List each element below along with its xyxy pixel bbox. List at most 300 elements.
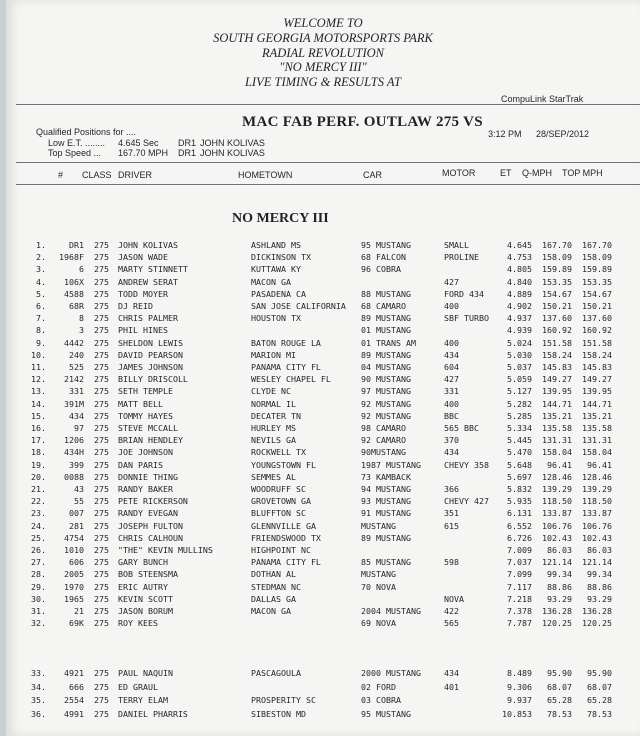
cell-car: 90MUSTANG [361, 447, 406, 458]
cell-car-number: 2554 [64, 695, 84, 705]
cell-car-number: 2005 [64, 569, 84, 580]
cell-et: 7.378 [507, 606, 532, 616]
col-driver: DRIVER [118, 170, 153, 180]
cell-top-mph: 136.28 [582, 606, 612, 616]
cell-hometown: SAN JOSE CALIFORNIA [251, 301, 346, 311]
cell-q-mph: 99.34 [547, 569, 572, 580]
cell-position: 36. [31, 708, 46, 719]
cell-driver: RANDY EVEGAN [118, 508, 178, 519]
col-topmph: TOP MPH [562, 168, 603, 178]
cell-q-mph: 158.09 [542, 252, 572, 263]
cell-top-mph: 139.95 [582, 386, 612, 397]
cell-driver: PHIL HINES [118, 325, 168, 336]
cell-et: 4.805 [507, 264, 532, 275]
table-row [6, 399, 640, 411]
table-row [6, 472, 640, 484]
cell-motor: SBF TURBO [444, 313, 489, 324]
col-class: CLASS [82, 170, 112, 180]
table-row [6, 682, 640, 694]
brand-label: CompuLink StarTrak [501, 94, 584, 104]
cell-driver: TOMMY HAYES [118, 410, 173, 421]
cell-et: 5.030 [507, 349, 532, 360]
table-row [6, 435, 640, 447]
cell-position: 21. [31, 484, 46, 494]
cell-car-number: 281 [69, 520, 84, 531]
col-car: CAR [363, 170, 383, 180]
cell-hometown: FRIENDSWOOD TX [251, 532, 321, 543]
cell-class: 275 [94, 276, 109, 287]
cell-car: 92 MUSTANG [361, 398, 411, 409]
cell-et: 4.645 [507, 240, 532, 250]
cell-driver: MARTY STINNETT [118, 264, 188, 275]
cell-class: 275 [94, 435, 109, 446]
cell-hometown: MACON GA [251, 276, 291, 287]
cell-driver: DAVID PEARSON [118, 349, 183, 360]
cell-class: 275 [94, 668, 109, 678]
cell-class: 275 [94, 581, 109, 592]
cell-q-mph: 88.86 [547, 581, 572, 592]
cell-q-mph: 121.14 [542, 557, 572, 568]
cell-et: 7.037 [507, 557, 532, 568]
cell-top-mph: 153.35 [582, 276, 612, 287]
cell-q-mph: 167.70 [542, 240, 572, 250]
cell-car: 73 KAMBACK [361, 471, 411, 482]
cell-class: 275 [94, 681, 109, 692]
cell-motor: 427 [444, 374, 459, 385]
cell-top-mph: 96.41 [587, 459, 612, 470]
cell-car-number: 606 [69, 557, 84, 568]
top-speed-value: 167.70 MPH [118, 148, 169, 158]
cell-driver: KEVIN SCOTT [118, 593, 173, 604]
cell-top-mph: 159.89 [582, 264, 612, 275]
table-row [6, 484, 640, 496]
cell-car-number: DR1 [69, 240, 84, 250]
cell-top-mph: 167.70 [582, 240, 612, 250]
top-speed-label: Top Speed ... [48, 148, 102, 158]
cell-position: 19. [31, 459, 46, 470]
cell-car-number: 69K [69, 618, 84, 629]
table-row [6, 277, 640, 289]
low-et-pos: DR1 [178, 138, 197, 148]
table-row [6, 447, 640, 459]
cell-motor: 565 [444, 618, 459, 629]
cell-et: 7.117 [507, 581, 532, 592]
cell-hometown: ASHLAND MS [251, 240, 301, 250]
cell-class: 275 [94, 471, 109, 482]
cell-position: 4. [36, 276, 46, 287]
print-time: 3:12 PM [488, 129, 522, 139]
cell-position: 2. [36, 252, 46, 263]
cell-hometown: KUTTAWA KY [251, 264, 301, 275]
cell-car: 88 MUSTANG [361, 288, 411, 299]
header-line-1: WELCOME TO [283, 16, 363, 30]
cell-car: 04 MUSTANG [361, 362, 411, 372]
cell-driver: RANDY BAKER [118, 484, 173, 494]
cell-q-mph: 131.31 [542, 435, 572, 446]
table-row [6, 374, 640, 386]
cell-et: 5.059 [507, 374, 532, 385]
cell-class: 275 [94, 569, 109, 580]
cell-top-mph: 93.29 [587, 593, 612, 604]
cell-car-number: 21 [74, 606, 84, 616]
cell-driver: GARY BUNCH [118, 557, 168, 568]
cell-motor: 565 BBC [444, 423, 479, 433]
cell-class: 275 [94, 508, 109, 519]
cell-position: 14. [31, 398, 46, 409]
cell-car-number: 007 [69, 508, 84, 519]
cell-car: 95 MUSTANG [361, 240, 411, 250]
cell-q-mph: 135.58 [542, 423, 572, 433]
table-row [6, 289, 640, 301]
cell-class: 275 [94, 532, 109, 543]
cell-q-mph: 133.87 [542, 508, 572, 519]
cell-position: 22. [31, 496, 46, 507]
cell-driver: BOB STEENSMA [118, 569, 178, 580]
cell-car-number: 240 [69, 349, 84, 360]
cell-top-mph: 158.24 [582, 349, 612, 360]
cell-et: 6.131 [507, 508, 532, 519]
cell-position: 6. [36, 301, 46, 311]
cell-hometown: PROSPERITY SC [251, 695, 316, 705]
cell-top-mph: 150.21 [582, 301, 612, 311]
cell-driver: BRIAN HENDLEY [118, 435, 183, 446]
cell-car-number: 391M [64, 398, 84, 409]
cell-driver: JAMES JOHNSON [118, 362, 183, 372]
cell-position: 9. [36, 337, 46, 348]
cell-car: 89 MUSTANG [361, 349, 411, 360]
cell-car: 2000 MUSTANG [361, 668, 421, 678]
cell-position: 27. [31, 557, 46, 568]
class-title: MAC FAB PERF. OUTLAW 275 VS [242, 114, 483, 130]
cell-top-mph: 145.83 [582, 362, 612, 372]
table-row [6, 606, 640, 618]
cell-hometown: GROVETOWN GA [251, 496, 311, 507]
cell-driver: SHELDON LEWIS [118, 337, 183, 348]
cell-et: 7.009 [507, 545, 532, 555]
cell-car: 90 MUSTANG [361, 374, 411, 385]
cell-position: 18. [31, 447, 46, 458]
top-speed-pos: DR1 [178, 148, 197, 158]
cell-car-number: 434H [64, 447, 84, 458]
cell-position: 20. [31, 471, 46, 482]
cell-car: MUSTANG [361, 520, 396, 531]
cell-class: 275 [94, 362, 109, 372]
cell-car-number: 6 [79, 264, 84, 275]
cell-car-number: 525 [69, 362, 84, 372]
table-row [6, 423, 640, 435]
cell-driver: ROY KEES [118, 618, 158, 629]
header-line-5: LIVE TIMING & RESULTS AT [244, 75, 401, 89]
cell-hometown: MACON GA [251, 606, 291, 616]
table-row [6, 252, 640, 264]
table-row [6, 301, 640, 313]
table-row [6, 362, 640, 374]
cell-class: 275 [94, 301, 109, 311]
table-row [6, 618, 640, 630]
cell-top-mph: 139.29 [582, 484, 612, 494]
cell-top-mph: 160.92 [582, 325, 612, 336]
cell-q-mph: 139.95 [542, 386, 572, 397]
cell-car: 93 MUSTANG [361, 496, 411, 507]
cell-position: 10. [31, 349, 46, 360]
cell-et: 9.937 [507, 695, 532, 705]
cell-car-number: 4442 [64, 337, 84, 348]
cell-driver: ERIC AUTRY [118, 581, 168, 592]
cell-position: 25. [31, 532, 46, 543]
cell-top-mph: 151.58 [582, 337, 612, 348]
cell-class: 275 [94, 593, 109, 604]
cell-hometown: HIGHPOINT NC [251, 545, 311, 555]
cell-hometown: SEMMES AL [251, 471, 296, 482]
cell-position: 3. [36, 264, 46, 275]
table-row [6, 240, 640, 252]
cell-class: 275 [94, 520, 109, 531]
cell-q-mph: 93.29 [547, 593, 572, 604]
cell-top-mph: 88.86 [587, 581, 612, 592]
cell-driver: ED GRAUL [118, 681, 158, 692]
cell-top-mph: 78.53 [587, 708, 612, 719]
cell-car-number: 106X [64, 276, 84, 287]
table-row [6, 508, 640, 520]
cell-q-mph: 145.83 [542, 362, 572, 372]
cell-et: 4.840 [507, 276, 532, 287]
cell-motor: 422 [444, 606, 459, 616]
cell-motor: CHEVY 427 [444, 496, 489, 507]
table-row [6, 338, 640, 350]
cell-et: 10.853 [502, 708, 532, 719]
cell-position: 35. [31, 695, 46, 705]
table-row [6, 545, 640, 557]
cell-class: 275 [94, 398, 109, 409]
col-hometown: HOMETOWN [238, 170, 293, 180]
cell-motor: 434 [444, 349, 459, 360]
top-rule [16, 104, 640, 105]
cell-class: 275 [94, 252, 109, 263]
cell-car: 92 MUSTANG [361, 410, 411, 421]
cell-q-mph: 139.29 [542, 484, 572, 494]
table-row [6, 557, 640, 569]
cell-car-number: 3 [79, 325, 84, 336]
cell-et: 9.306 [507, 681, 532, 692]
header-line-2: SOUTH GEORGIA MOTORSPORTS PARK [213, 31, 433, 45]
cell-top-mph: 106.76 [582, 520, 612, 531]
cell-motor: 400 [444, 398, 459, 409]
cell-car: 01 MUSTANG [361, 325, 411, 336]
cell-class: 275 [94, 374, 109, 385]
cell-hometown: HURLEY MS [251, 423, 296, 433]
cell-q-mph: 137.60 [542, 313, 572, 324]
cell-driver: JASON WADE [118, 252, 168, 263]
cell-et: 5.648 [507, 459, 532, 470]
cell-motor: 400 [444, 337, 459, 348]
cell-driver: DAN PARIS [118, 459, 163, 470]
cell-position: 24. [31, 520, 46, 531]
cell-driver: JOSEPH FULTON [118, 520, 183, 531]
col-num: # [58, 170, 64, 180]
cell-hometown: WOODRUFF SC [251, 484, 306, 494]
cell-q-mph: 120.25 [542, 618, 572, 629]
table-row [6, 709, 640, 721]
cell-q-mph: 144.71 [542, 398, 572, 409]
cell-hometown: HOUSTON TX [251, 313, 301, 324]
cell-position: 23. [31, 508, 46, 519]
cell-class: 275 [94, 708, 109, 719]
cell-q-mph: 153.35 [542, 276, 572, 287]
cell-q-mph: 135.21 [542, 410, 572, 421]
cell-hometown: PASADENA CA [251, 288, 306, 299]
cell-motor: 434 [444, 447, 459, 458]
cell-car: 70 NOVA [361, 581, 396, 592]
cell-hometown: ROCKWELL TX [251, 447, 306, 458]
cell-hometown: BLUFFTON SC [251, 508, 306, 519]
cell-top-mph: 86.03 [587, 545, 612, 555]
col-qmph: Q-MPH [522, 168, 552, 178]
cell-driver: STEVE MCCALL [118, 423, 178, 433]
cell-motor: FORD 434 [444, 288, 484, 299]
cell-hometown: PANAMA CITY FL [251, 557, 321, 568]
cell-hometown: PASCAGOULA [251, 668, 301, 678]
cell-hometown: BATON ROUGE LA [251, 337, 321, 348]
cell-motor: NOVA [444, 593, 464, 604]
cell-car: 98 CAMARO [361, 423, 406, 433]
low-et-value: 4.645 Sec [118, 138, 159, 148]
low-et-label: Low E.T. ........ [48, 138, 106, 148]
cell-driver: CHRIS CALHOUN [118, 532, 183, 543]
cell-driver: ANDREW SERAT [118, 276, 178, 287]
cell-car-number: 4991 [64, 708, 84, 719]
cell-class: 275 [94, 349, 109, 360]
cell-position: 12. [31, 374, 46, 385]
cell-position: 32. [31, 618, 46, 629]
cell-car-number: 1970 [64, 581, 84, 592]
cell-car-number: 1968F [59, 252, 84, 263]
cell-class: 275 [94, 410, 109, 421]
cell-driver: DANIEL PHARRIS [118, 708, 188, 719]
table-row [6, 313, 640, 325]
cell-driver: JASON BORUM [118, 606, 173, 616]
header-line-4: "NO MERCY III" [279, 60, 367, 74]
cell-hometown: DOTHAN AL [251, 569, 296, 580]
cell-car: 95 MUSTANG [361, 708, 411, 719]
cell-q-mph: 65.28 [547, 695, 572, 705]
cell-position: 17. [31, 435, 46, 446]
cell-top-mph: 158.09 [582, 252, 612, 263]
cell-top-mph: 144.71 [582, 398, 612, 409]
cell-q-mph: 102.43 [542, 532, 572, 543]
cell-class: 275 [94, 545, 109, 555]
cell-motor: 366 [444, 484, 459, 494]
cell-car-number: 1206 [64, 435, 84, 446]
cell-top-mph: 118.50 [582, 496, 612, 507]
column-rule-top [16, 162, 640, 163]
cell-car: MUSTANG [361, 569, 396, 580]
cell-car-number: 0088 [64, 471, 84, 482]
cell-hometown: STEDMAN NC [251, 581, 301, 592]
cell-position: 13. [31, 386, 46, 397]
table-row [6, 496, 640, 508]
cell-top-mph: 68.07 [587, 681, 612, 692]
cell-q-mph: 151.58 [542, 337, 572, 348]
cell-q-mph: 78.53 [547, 708, 572, 719]
cell-top-mph: 121.14 [582, 557, 612, 568]
cell-motor: 604 [444, 362, 459, 372]
cell-motor: SMALL [444, 240, 469, 250]
cell-car-number: 399 [69, 459, 84, 470]
cell-hometown: DICKINSON TX [251, 252, 311, 263]
cell-car: 97 MUSTANG [361, 386, 411, 397]
cell-class: 275 [94, 447, 109, 458]
cell-car: 68 FALCON [361, 252, 406, 263]
cell-position: 29. [31, 581, 46, 592]
cell-position: 16. [31, 423, 46, 433]
cell-car-number: 434 [69, 410, 84, 421]
cell-class: 275 [94, 606, 109, 616]
cell-et: 7.218 [507, 593, 532, 604]
cell-et: 4.937 [507, 313, 532, 324]
cell-top-mph: 95.90 [587, 668, 612, 678]
cell-position: 28. [31, 569, 46, 580]
top-speed-driver: JOHN KOLIVAS [200, 148, 265, 158]
cell-q-mph: 106.76 [542, 520, 572, 531]
cell-driver: JOE JOHNSON [118, 447, 173, 458]
table-row [6, 594, 640, 606]
cell-class: 275 [94, 695, 109, 705]
cell-et: 5.832 [507, 484, 532, 494]
cell-top-mph: 154.67 [582, 288, 612, 299]
cell-car: 96 COBRA [361, 264, 401, 275]
print-date: 28/SEP/2012 [536, 129, 590, 139]
cell-car: 94 MUSTANG [361, 484, 411, 494]
cell-position: 11. [31, 362, 46, 372]
cell-et: 6.726 [507, 532, 532, 543]
cell-et: 7.787 [507, 618, 532, 629]
cell-car-number: 68R [69, 301, 84, 311]
cell-q-mph: 150.21 [542, 301, 572, 311]
cell-hometown: NEVILS GA [251, 435, 296, 446]
table-row [6, 569, 640, 581]
cell-car: 92 CAMARO [361, 435, 406, 446]
cell-q-mph: 95.90 [547, 668, 572, 678]
table-row [6, 411, 640, 423]
cell-et: 5.282 [507, 398, 532, 409]
cell-hometown: DALLAS GA [251, 593, 296, 604]
cell-driver: DJ REID [118, 301, 153, 311]
cell-q-mph: 96.41 [547, 459, 572, 470]
cell-hometown: MARION MI [251, 349, 296, 360]
column-rule-bottom [16, 184, 640, 185]
cell-motor: PROLINE [444, 252, 479, 263]
cell-position: 15. [31, 410, 46, 421]
cell-driver: "THE" KEVIN MULLINS [118, 545, 213, 555]
cell-top-mph: 102.43 [582, 532, 612, 543]
low-et-driver: JOHN KOLIVAS [200, 138, 265, 148]
cell-et: 8.489 [507, 668, 532, 678]
col-et: ET [500, 168, 512, 178]
cell-car: 68 CAMARO [361, 301, 406, 311]
table-row [6, 350, 640, 362]
cell-hometown: PANAMA CITY FL [251, 362, 321, 372]
cell-car-number: 1965 [64, 593, 84, 604]
qualified-label: Qualified Positions for .... [36, 127, 137, 137]
cell-motor: BBC [444, 410, 459, 421]
cell-position: 33. [31, 668, 46, 678]
cell-car: 02 FORD [361, 681, 396, 692]
cell-motor: 598 [444, 557, 459, 568]
cell-car-number: 1010 [64, 545, 84, 555]
cell-q-mph: 158.24 [542, 349, 572, 360]
cell-class: 275 [94, 264, 109, 275]
cell-et: 5.334 [507, 423, 532, 433]
